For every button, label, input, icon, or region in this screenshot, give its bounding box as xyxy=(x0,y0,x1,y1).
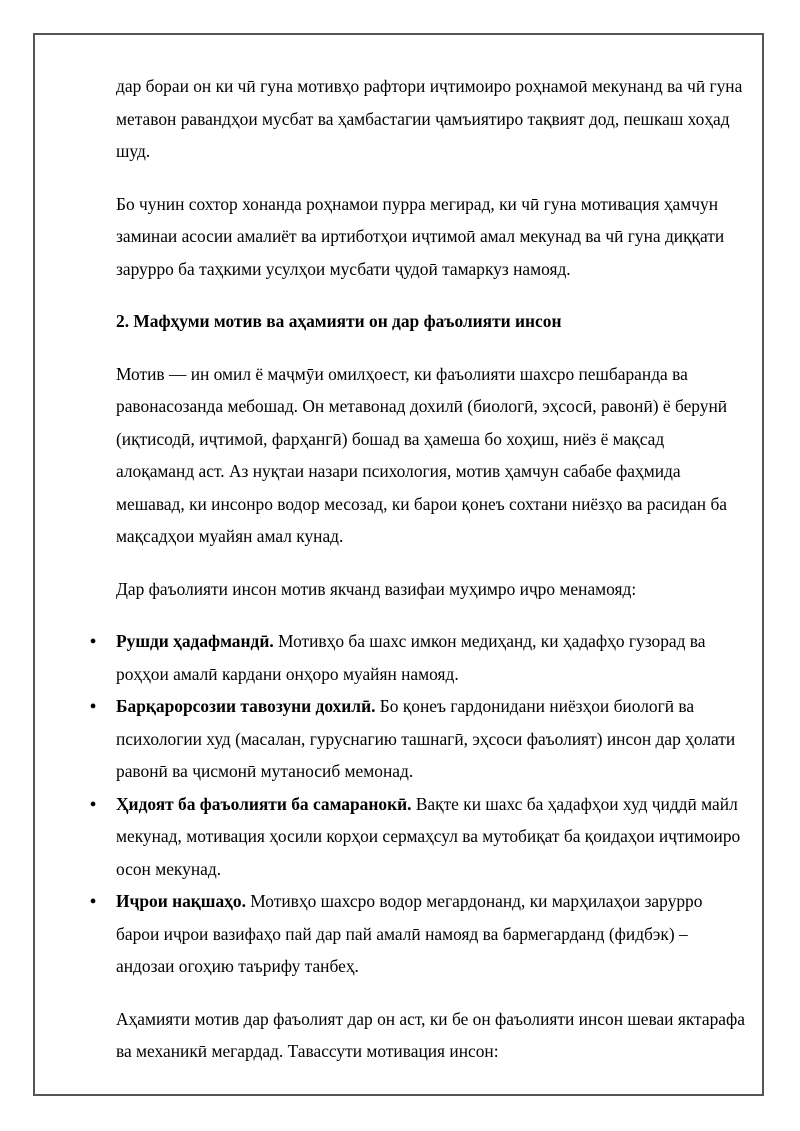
functions-list xyxy=(90,625,746,983)
list-item-term: Иҷрои нақшаҳо. xyxy=(116,891,246,911)
paragraph-structure-summary: Бо чунин сохтор хонанда роҳнамои пурра мегирад, ки чӣ гуна мотивация ҳамчун заминаи асосии амалиёт ва иртиботҳои иҷтимоӣ амал мекунад ва чӣ гуна диққати зарурро ба таҳкими усулҳои мусбати ҷудоӣ тамаркуз намояд. xyxy=(116,193,725,279)
document-body xyxy=(90,70,746,1068)
list-item-text: Мотивҳо ба шахс имкон медиҳанд, ки ҳадафҳо гузорад ва роҳҳои амалӣ кардани онҳоро муайян намояд. xyxy=(116,631,706,684)
list-item-term: Рушди ҳадафмандӣ. xyxy=(116,631,274,651)
bullet-icon: • xyxy=(90,631,97,651)
paragraph-motive-definition: Мотив — ин омил ё маҷмӯи омилҳоест, ки фаъолияти шахсро пешбаранда ва равонасозанда мебошад. Он метавонад дохилӣ (биологӣ, эҳсосӣ, равонӣ) ё берунӣ (иқтисодӣ, иҷтимоӣ, фарҳангӣ) бошад ва ҳамеша бо хоҳиш, ниёз ё мақсад алоқаманд аст. Аз нуқтаи назари психология, мотив ҳамчун сабабе фаҳмида мешавад, ки инсонро водор месозад, ки барои қонеъ сохтани ниёзҳо ва расидан ба мақсадҳои муайян амал кунад. xyxy=(116,363,728,546)
section-heading: 2. Мафҳуми мотив ва аҳамияти он дар фаъолияти инсон xyxy=(116,311,562,331)
list-item-text: Мотивҳо шахсро водор мегардонанд, ки марҳилаҳои зарурро барои иҷрои вазифаҳо пай дар пай амалӣ намояд ва бармегарданд (фидбэк) – андозаи огоҳию таърифу танбеҳ. xyxy=(116,891,703,976)
list-item xyxy=(90,690,746,788)
list-item xyxy=(90,885,746,983)
list-item-term: Барқарорсозии тавозуни дохилӣ. xyxy=(116,696,376,716)
list-item-text: Бо қонеъ гардонидани ниёзҳои биологӣ ва психологии худ (масалан, гуруснагию ташнагӣ, эҳсоси фаъолият) инсон дар ҳолати равонӣ ва ҷисмонӣ мутаносиб мемонад. xyxy=(116,696,736,781)
list-item-term: Ҳидоят ба фаъолияти ба самаранокӣ. xyxy=(116,793,412,814)
bullet-icon: • xyxy=(90,793,97,814)
bullet-icon: • xyxy=(90,891,97,911)
list-item xyxy=(90,625,746,690)
list-item-text: Вақте ки шахс ба ҳадафҳои худ ҷиддӣ майл мекунад, мотивация ҳосили корҳои сермаҳсул ва мутобиқат ба қоидаҳои иҷтимоиро осон мекунад. xyxy=(116,793,741,879)
paragraph-functions-intro: Дар фаъолияти инсон мотив якчанд вазифаи муҳимро иҷро менамояд: xyxy=(116,578,637,599)
bullet-icon: • xyxy=(90,696,97,716)
paragraph-intro-continuation: дар бораи он ки чӣ гуна мотивҳо рафтори иҷтимоиро роҳнамоӣ мекунанд ва чӣ гуна метавон равандҳои мусбат ва ҳамбастагии ҷамъиятиро тақвият дод, пешкаш хоҳад шуд. xyxy=(116,76,743,161)
list-item xyxy=(90,788,746,886)
paragraph-importance: Аҳамияти мотив дар фаъолият дар он аст, ки бе он фаъолияти инсон шеваи яктарафа ва механикӣ мегардад. Тавассути мотивация инсон: xyxy=(116,1008,745,1061)
